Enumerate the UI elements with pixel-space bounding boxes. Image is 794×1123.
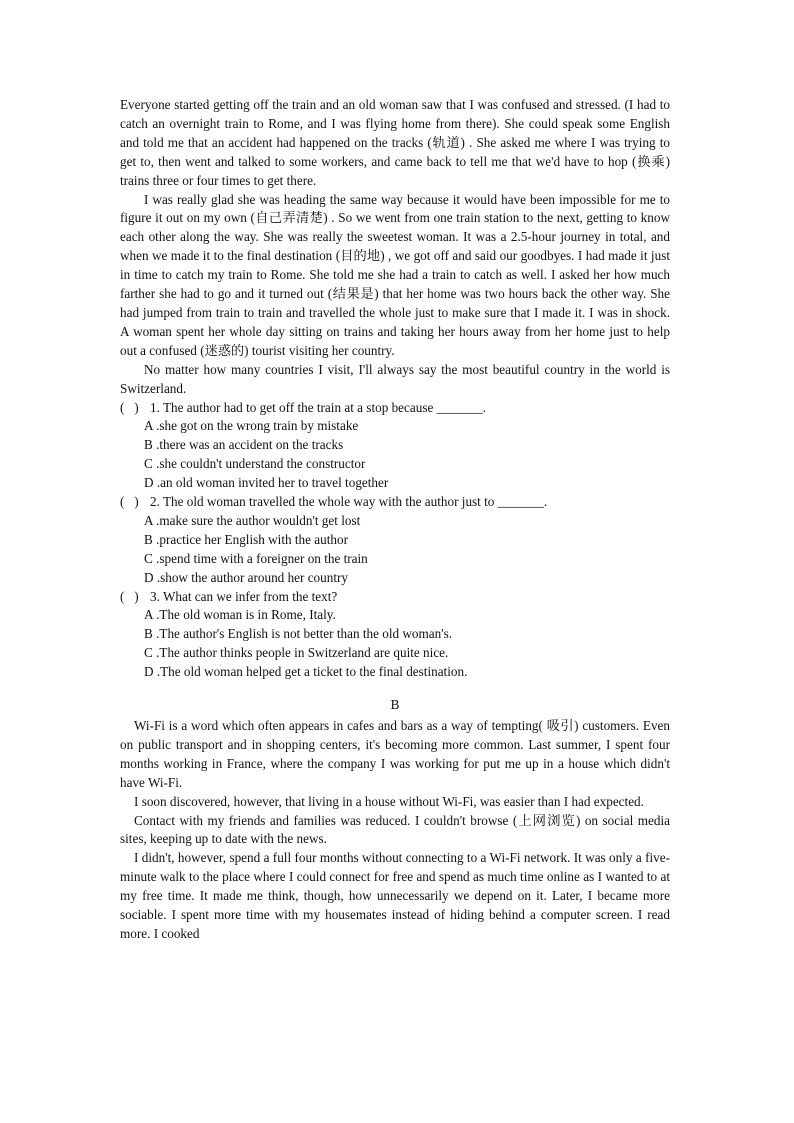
passage-a-paragraph-3: No matter how many countries I visit, I'll always say the most beautiful country in the world is Switzerland.	[120, 361, 670, 396]
option-a: A .make sure the author wouldn't get lost	[144, 512, 361, 528]
section-heading-b: B	[390, 697, 400, 713]
question-stem: 1. The author had to get off the train at a stop because _______.	[150, 399, 487, 415]
option-b: B .practice her English with the author	[144, 531, 348, 547]
option-d: D .an old woman invited her to travel together	[144, 475, 389, 491]
document-page	[120, 96, 670, 944]
question-1	[120, 399, 670, 494]
question-3	[120, 588, 670, 683]
option-c: C .The author thinks people in Switzerland are quite nice.	[144, 645, 449, 661]
answer-blank[interactable]: ( )	[120, 588, 139, 604]
passage-a	[120, 96, 670, 399]
passage-b	[120, 717, 670, 944]
passage-a-paragraph-2: I was really glad she was heading the same way because it would have been impossible for me to figure it out on my own (自己弄清楚) . So we went from one train station to the next, getting to know each other along the way. She was really the sweetest woman. It was a 2.5-hour journey in total, and when we made it to the final destination (目的地) , we got off and said our goodbyes. I had made it just in time to catch my train to Rome. She told me she had a train to catch as well. I asked her how much farther she had to go and it turned out (结果是) that her home was two hours back the other way. She had jumped from train to train and travelled the whole just to make sure that I made it. I was in shock. A woman spent her whole day sitting on trains and taking her hours away from her home just to help out a confused (迷惑的) tourist visiting her country.	[120, 191, 670, 358]
option-c: C .spend time with a foreigner on the train	[144, 550, 368, 566]
passage-b-paragraph-3: Contact with my friends and families was reduced. I couldn't browse (上网浏览) on social media sites, keeping up to date with the news.	[120, 812, 670, 847]
option-b: B .there was an accident on the tracks	[144, 437, 344, 453]
option-b: B .The author's English is not better than the old woman's.	[144, 626, 453, 642]
question-2	[120, 493, 670, 588]
option-a: A .The old woman is in Rome, Italy.	[144, 607, 336, 623]
option-d: D .The old woman helped get a ticket to the final destination.	[144, 664, 468, 680]
passage-b-paragraph-2: I soon discovered, however, that living in a house without Wi-Fi, was easier than I had expected.	[134, 793, 644, 809]
passage-b-paragraph-1: Wi-Fi is a word which often appears in cafes and bars as a way of tempting( 吸引) customers. Even on public transport and in shopping centers, it's becoming more common. Last summer, I spent four months working in France, where the company I was working for put me up in a house which didn't have Wi-Fi.	[120, 718, 670, 790]
passage-b-paragraph-4: I didn't, however, spend a full four months without connecting to a Wi-Fi network. It was only a five-minute walk to the place where I could connect for free and spend as much time online as I wanted to at my free time. It made me think, though, how unnecessarily we depend on it. Later, I became more sociable. I spent more time with my housemates instead of hiding behind a computer screen. I read more. I cooked	[120, 850, 670, 941]
answer-blank[interactable]: ( )	[120, 494, 139, 510]
option-d: D .show the author around her country	[144, 569, 348, 585]
option-c: C .she couldn't understand the constructor	[144, 456, 366, 472]
question-stem: 2. The old woman travelled the whole way with the author just to _______.	[150, 494, 548, 510]
question-stem: 3. What can we infer from the text?	[150, 588, 338, 604]
passage-a-paragraph-1: Everyone started getting off the train and an old woman saw that I was confused and stressed. (I had to catch an overnight train to Rome, and I was flying home from there). She could speak some English and told me that an accident had happened on the tracks (轨道) . She asked me where I was trying to get to, then went and talked to some workers, and came back to tell me that we'd have to hop (换乘) trains three or four times to get there.	[120, 97, 670, 188]
option-a: A .she got on the wrong train by mistake	[144, 418, 359, 434]
answer-blank[interactable]: ( )	[120, 399, 139, 415]
